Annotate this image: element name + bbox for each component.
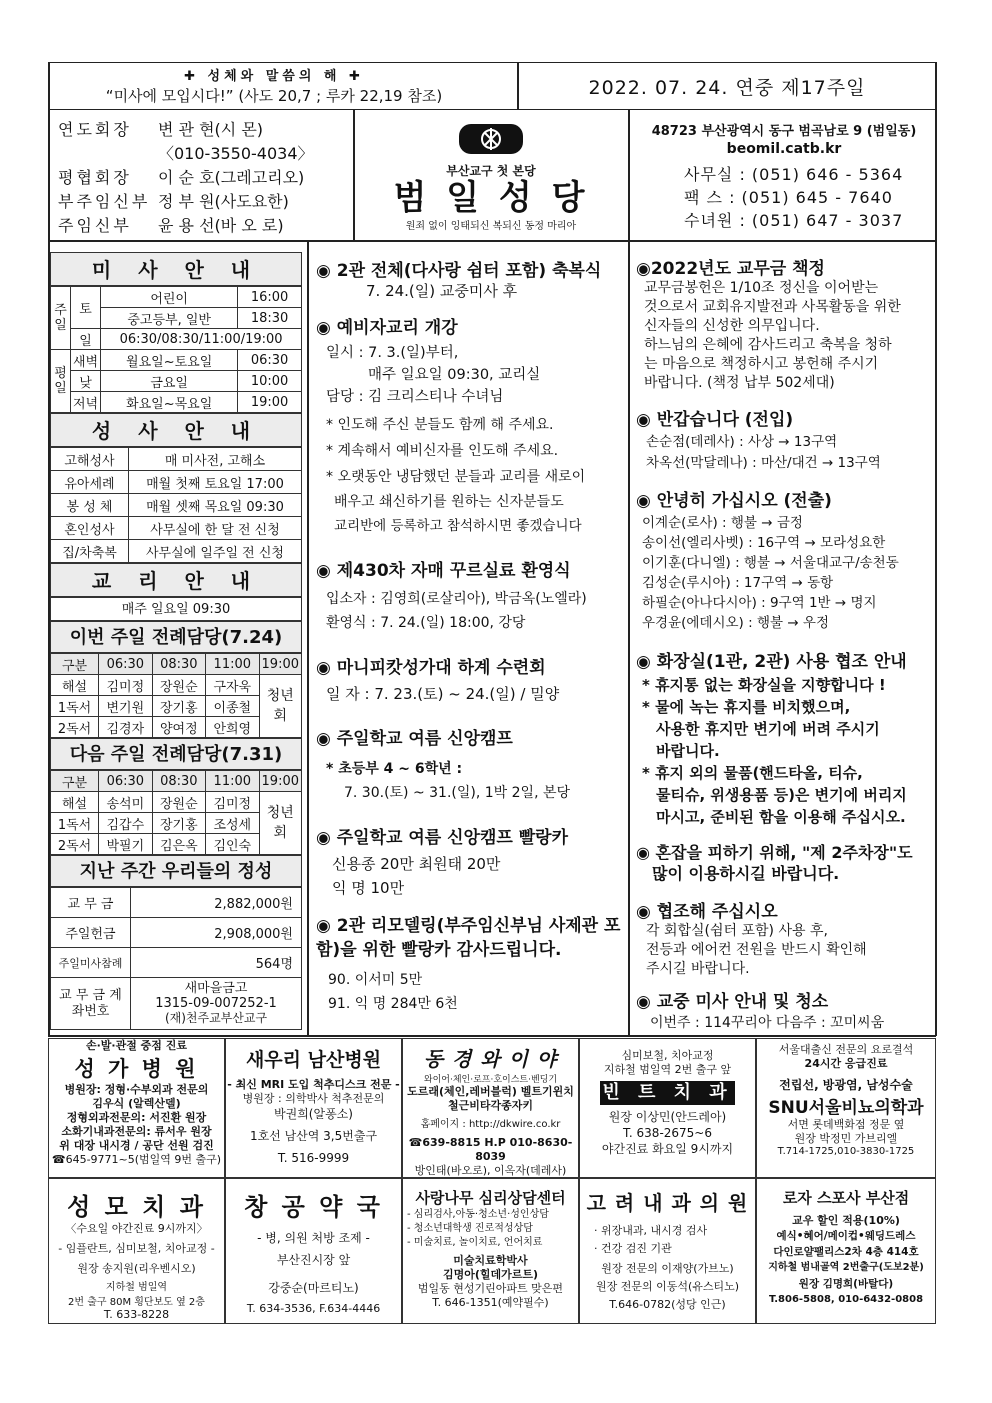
mass-title: 미 사 안 내 bbox=[50, 252, 302, 286]
contact bbox=[632, 120, 936, 232]
ad-counseling-center: 사랑나무 심리상담센터 - 심리검사,아동·청소년·성인상담 - 청소년대학생 진로적성상담 - 미술치료, 놀이치료, 언어치료 미술치료학박사 김명아(힐데가르트) 범일동 현성기린아파트 맞은편 T. 646-1351(예약필수) bbox=[402, 1178, 579, 1324]
doctrine-time: 매주 일요일 09:30 bbox=[50, 597, 302, 621]
offering-title: 지난 주간 우리들의 정성 bbox=[50, 855, 302, 887]
convent-phone: 수녀원 : (051) 647 - 3037 bbox=[684, 211, 904, 230]
church-logo bbox=[355, 112, 627, 240]
address: 48723 부산광역시 동구 범곡남로 9 (범일동) bbox=[651, 124, 917, 139]
ad-sungga-hospital: 손·발·관절 중점 진료 성 가 병 원 병원장: 정형·수부외과 전문의 김우식 (알렉산델) 정형외과전문의: 서진환 원장 소화기내과전문의: 류서우 원장 위 대장 내시경 / 공단 선원 검진 ☎645-9771~5(범일역 9번 출구) bbox=[48, 1038, 225, 1178]
notice-cursillo-title: ◉ 제430차 자매 꾸르실료 환영식 bbox=[316, 561, 571, 581]
office-phone: 사무실 : (051) 646 - 5364 bbox=[684, 165, 904, 184]
mass-table: 주일 토 어린이 16:00 중고등부, 일반 18:30 일 06:30/08:30/11:00/19:00 평일 새벽 월요일~토요일 06:30 낮 금요일 10:00 저녁 화요일~목요일 19:00 bbox=[50, 286, 302, 413]
this-week-table: 구분 06:30 08:30 11:00 19:00 해설 김미정 장원순 구자욱 청년회 1독서 변기원 장기홍 이종철 2독서 김경자 양여정 안희영 bbox=[50, 653, 302, 738]
church-patron: 원죄 없이 잉태되신 복되신 동정 마리아 bbox=[405, 221, 577, 232]
notice-cooperate-title: ◉ 협조해 주십시오 bbox=[636, 902, 778, 922]
year-theme: ✚ 성체와 말씀의 해 ✚ bbox=[184, 69, 364, 84]
church-sub: 부산교구 첫 본당 bbox=[446, 164, 536, 178]
notice-catechumen-title: ◉ 예비자교리 개강 bbox=[316, 318, 458, 338]
ad-dongkyung-wire: 동 경 와 이 야 와이어·체인·로프·호이스트·벤딩기 도르래(체인,레버블럭) 벨트기윈치 철근비타각종자키 홈페이지 : http://dkwire.co.kr ☎639-8815 H.P 010-8630-8039 방인태(바오로), 이옥자(데레사) bbox=[402, 1038, 579, 1178]
ad-changgong-pharmacy: 창 공 약 국 - 병, 의원 처방 조제 - 부산진시장 앞 강중순(마르티노) T. 634-3536, F.634-4446 bbox=[225, 1178, 402, 1324]
right-column: ◉2022년도 교무금 책정 교무금봉헌은 1/10조 정신을 이어받는 것으로서 교회유지발전과 사목활동을 위한 신자들의 신성한 의무입니다. 하느님의 은혜에 감사드리고 축복을 청하 는 마음으로 책정하시고 봉헌해 주시기 바랍니다. (책정 납부 502세대) ◉ 반갑습니다 (전입) 손순점(데레사) : 사상 → 13구역 차옥선(막달레나) : 마산/대건 → 13구역 ◉ 안녕히 가십시오 (전출) 이계순(로사) : 행불 → 금정 송이선(엘리사벳) : 16구역 → 모라성요한 이기훈(다니엘) : 행불 → 서울대교구/송천동 김성순(루시아) : 17구역 → 동항 하필순(아나다시아) : 9구역 1반 → 명지 우경윤(에데시오) : 행불 → 우정 ◉ 화장실(1관, 2관) 사용 협조 안내 * 휴지통 없는 화장실을 지향합니다 ! * 물에 녹는 휴지를 비치했으며, 사용한 휴지만 변기에 버려 주시기 바랍니다. * 휴지 외의 물품(핸드타올, 티슈, 물티슈, 위생용품 등)은 변기에 버리지 마시고, 준비된 함을 이용해 주십시오. ◉ 혼잡을 피하기 위해, "제 2주차장"도 많이 이용하시길 바랍니다. ◉ 협조해 주십시오 각 회합실(쉼터 포함) 사용 후, 전등과 에어컨 전원을 반드시 확인해 주시길 바랍니다. ◉ 교중 미사 안내 및 청소 이번주 : 114꾸리아 다음주 : 꼬미씨움 bbox=[636, 248, 932, 1034]
notice-camp-title: ◉ 주일학교 여름 신앙캠프 bbox=[316, 729, 513, 749]
notice-remodel-title: ◉ 2관 리모델링(부주임신부님 사제관 포함)을 위한 빨랑카 감사드립니다. bbox=[316, 916, 621, 960]
sacrament-table: 고해성사 매 미사전, 고해소 유아세례 매월 첫째 토요일 17:00 봉 성 체 매월 셋째 목요일 09:30 혼인성사 사무실에 한 달 전 신청 집/차축복 사무실에 일주일 전 신청 bbox=[50, 447, 302, 563]
ad-bin-dental: 심미보철, 치아교정 지하철 범일역 2번 출구 앞 빈 트 치 과 원장 이상민(안드레아) T. 638-2675~6 야간진료 화요일 9시까지 bbox=[579, 1038, 756, 1178]
notice-farewell-title: ◉ 안녕히 가십시오 (전출) bbox=[636, 491, 832, 511]
notice-blessing-title: ◉ 2관 전체(다사랑 쉼터 포함) 축복식 bbox=[316, 261, 602, 281]
this-week-title: 이번 주일 전례담당(7.24) bbox=[50, 621, 302, 653]
website-link[interactable]: beomil.catb.kr bbox=[726, 141, 842, 157]
header-box bbox=[48, 62, 936, 110]
notice-welcome-title: ◉ 반갑습니다 (전입) bbox=[636, 410, 794, 430]
ad-rosa-sposa: 로자 스포사 부산점 교우 할인 적용(10%) 예식•혜어/메이컵•웨딩드레스 다인로얄팰리스2차 4층 414호 지하철 범내골역 2번출구(도보2분) 원장 김명희(바탈다) T.806-5808, 010-6432-0808 bbox=[756, 1178, 936, 1324]
notice-parking-title: ◉ 혼잡을 피하기 위해, "제 2주차장"도 bbox=[636, 843, 913, 862]
notice-dues-title: ◉2022년도 교무금 책정 bbox=[636, 259, 825, 279]
doctrine-title: 교 리 안 내 bbox=[50, 563, 302, 597]
notice-cleaning-title: ◉ 교중 미사 안내 및 청소 bbox=[636, 992, 829, 1012]
next-week-title: 다음 주일 전례담당(7.31) bbox=[50, 738, 302, 770]
ad-sungmo-dental: 성 모 치 과 〈수요일 야간진료 9시까지〉 - 임플란트, 심미보철, 치아교정 - 원장 송지원(리우벤시오) 지하철 범일역 2번 출구 80M 횡단보도 옆 2층 T. 633-8228 bbox=[48, 1178, 225, 1324]
left-column bbox=[50, 252, 302, 1030]
ad-snu-urology: 서울대출신 전문의 요로결석 24시간 응급진료 전립선, 방광염, 남성수술 SNU서울비뇨의학과 서면 롯데백화점 정문 옆 원장 박정민 가브리엘 T.714-1725,010-3830-1725 bbox=[756, 1038, 936, 1178]
header-quote: “미사에 모입시다!” (사도 20,7 ; 루카 22,19 참조) bbox=[105, 87, 443, 105]
officers: 연도회장 변 관 현(시 몬) 〈010-3550-4034〉 평협회장 이 순 호(그레고리오) 부주임신부 정 부 원(사도요한) 주임신부 윤 용 선(바 오 로) bbox=[58, 120, 314, 235]
fax-number: 팩 스 : (051) 645 - 7640 bbox=[684, 188, 893, 207]
notice-restroom-title: ◉ 화장실(1관, 2관) 사용 협조 안내 bbox=[636, 652, 907, 672]
next-week-table: 구분 06:30 08:30 11:00 19:00 해설 송석미 장원순 김미정 청년회 1독서 김갑수 장기홍 조성세 2독서 박필기 김은옥 김인숙 bbox=[50, 770, 302, 855]
notice-choir-title: ◉ 마니피캇성가대 하계 수련회 bbox=[316, 658, 546, 678]
bulletin-date: 2022. 07. 24. 연중 제17주일 bbox=[588, 77, 866, 99]
notice-camp-donation-title: ◉ 주일학교 여름 신앙캠프 빨랑카 bbox=[316, 828, 568, 848]
church-name: 범 일 성 당 bbox=[393, 178, 589, 218]
middle-column: ◉ 2관 전체(다사랑 쉼터 포함) 축복식 7. 24.(일) 교중미사 후 ◉ 예비자교리 개강 일시 : 7. 3.(일)부터, 매주 일요일 09:30, 교리실 담당 : 김 크리스티나 수녀님 * 인도해 주신 분들도 함께 해 주세요. * 계속해서 예비신자를 인도해 주세요. * 오랫동안 냉담했던 분들과 교리를 새로이 배우고 쇄신하기를 원하는 신자분들도 교리반에 등록하고 참석하시면 좋겠습니다 ◉ 제430차 자매 꾸르실료 환영식 입소자 : 김영희(로살리아), 박금옥(노엘라) 환영식 : 7. 24.(일) 18:00, 강당 ◉ 마니피캇성가대 하계 수련회 일 자 : 7. 23.(토) ~ 24.(일) / 밀양 ◉ 주일학교 여름 신앙캠프 * 초등부 4 ~ 6학년 : 7. 30.(토) ~ 31.(일), 1박 2일, 본당 ◉ 주일학교 여름 신앙캠프 빨랑카 신용종 20만 최원태 20만 익 명 10만 ◉ 2관 리모델링(부주임신부님 사제관 포함)을 위한 빨랑카 감사드립니다. 90. 이서미 5만 91. 익 명 284만 6천 bbox=[316, 248, 622, 1016]
chi-rho-logo-icon bbox=[455, 120, 527, 158]
offering-table: 교 무 금 2,882,000원 주일헌금 2,908,000원 주일미사참례 564명 교 무 금 계좌번호 새마을금고 1315-09-007252-1 (재)천주교부산교구 bbox=[50, 887, 302, 1030]
sacrament-title: 성 사 안 내 bbox=[50, 413, 302, 447]
ad-namsan-hospital: 새우리 남산병원 - 최신 MRI 도입 척추디스크 전문 - 병원장 : 의학박사 척추전문의 박권희(알퐁소) 1호선 남산역 3,5번출구 T. 516-9999 bbox=[225, 1038, 402, 1178]
ad-koryo-clinic: 고 려 내 과 의 원 · 위장내과, 내시경 검사 · 건강 검진 기관 원장 전문의 이재양(가브노) 원장 전문의 이동석(유스티노) T.646-0782(성당 인근) bbox=[579, 1178, 756, 1324]
